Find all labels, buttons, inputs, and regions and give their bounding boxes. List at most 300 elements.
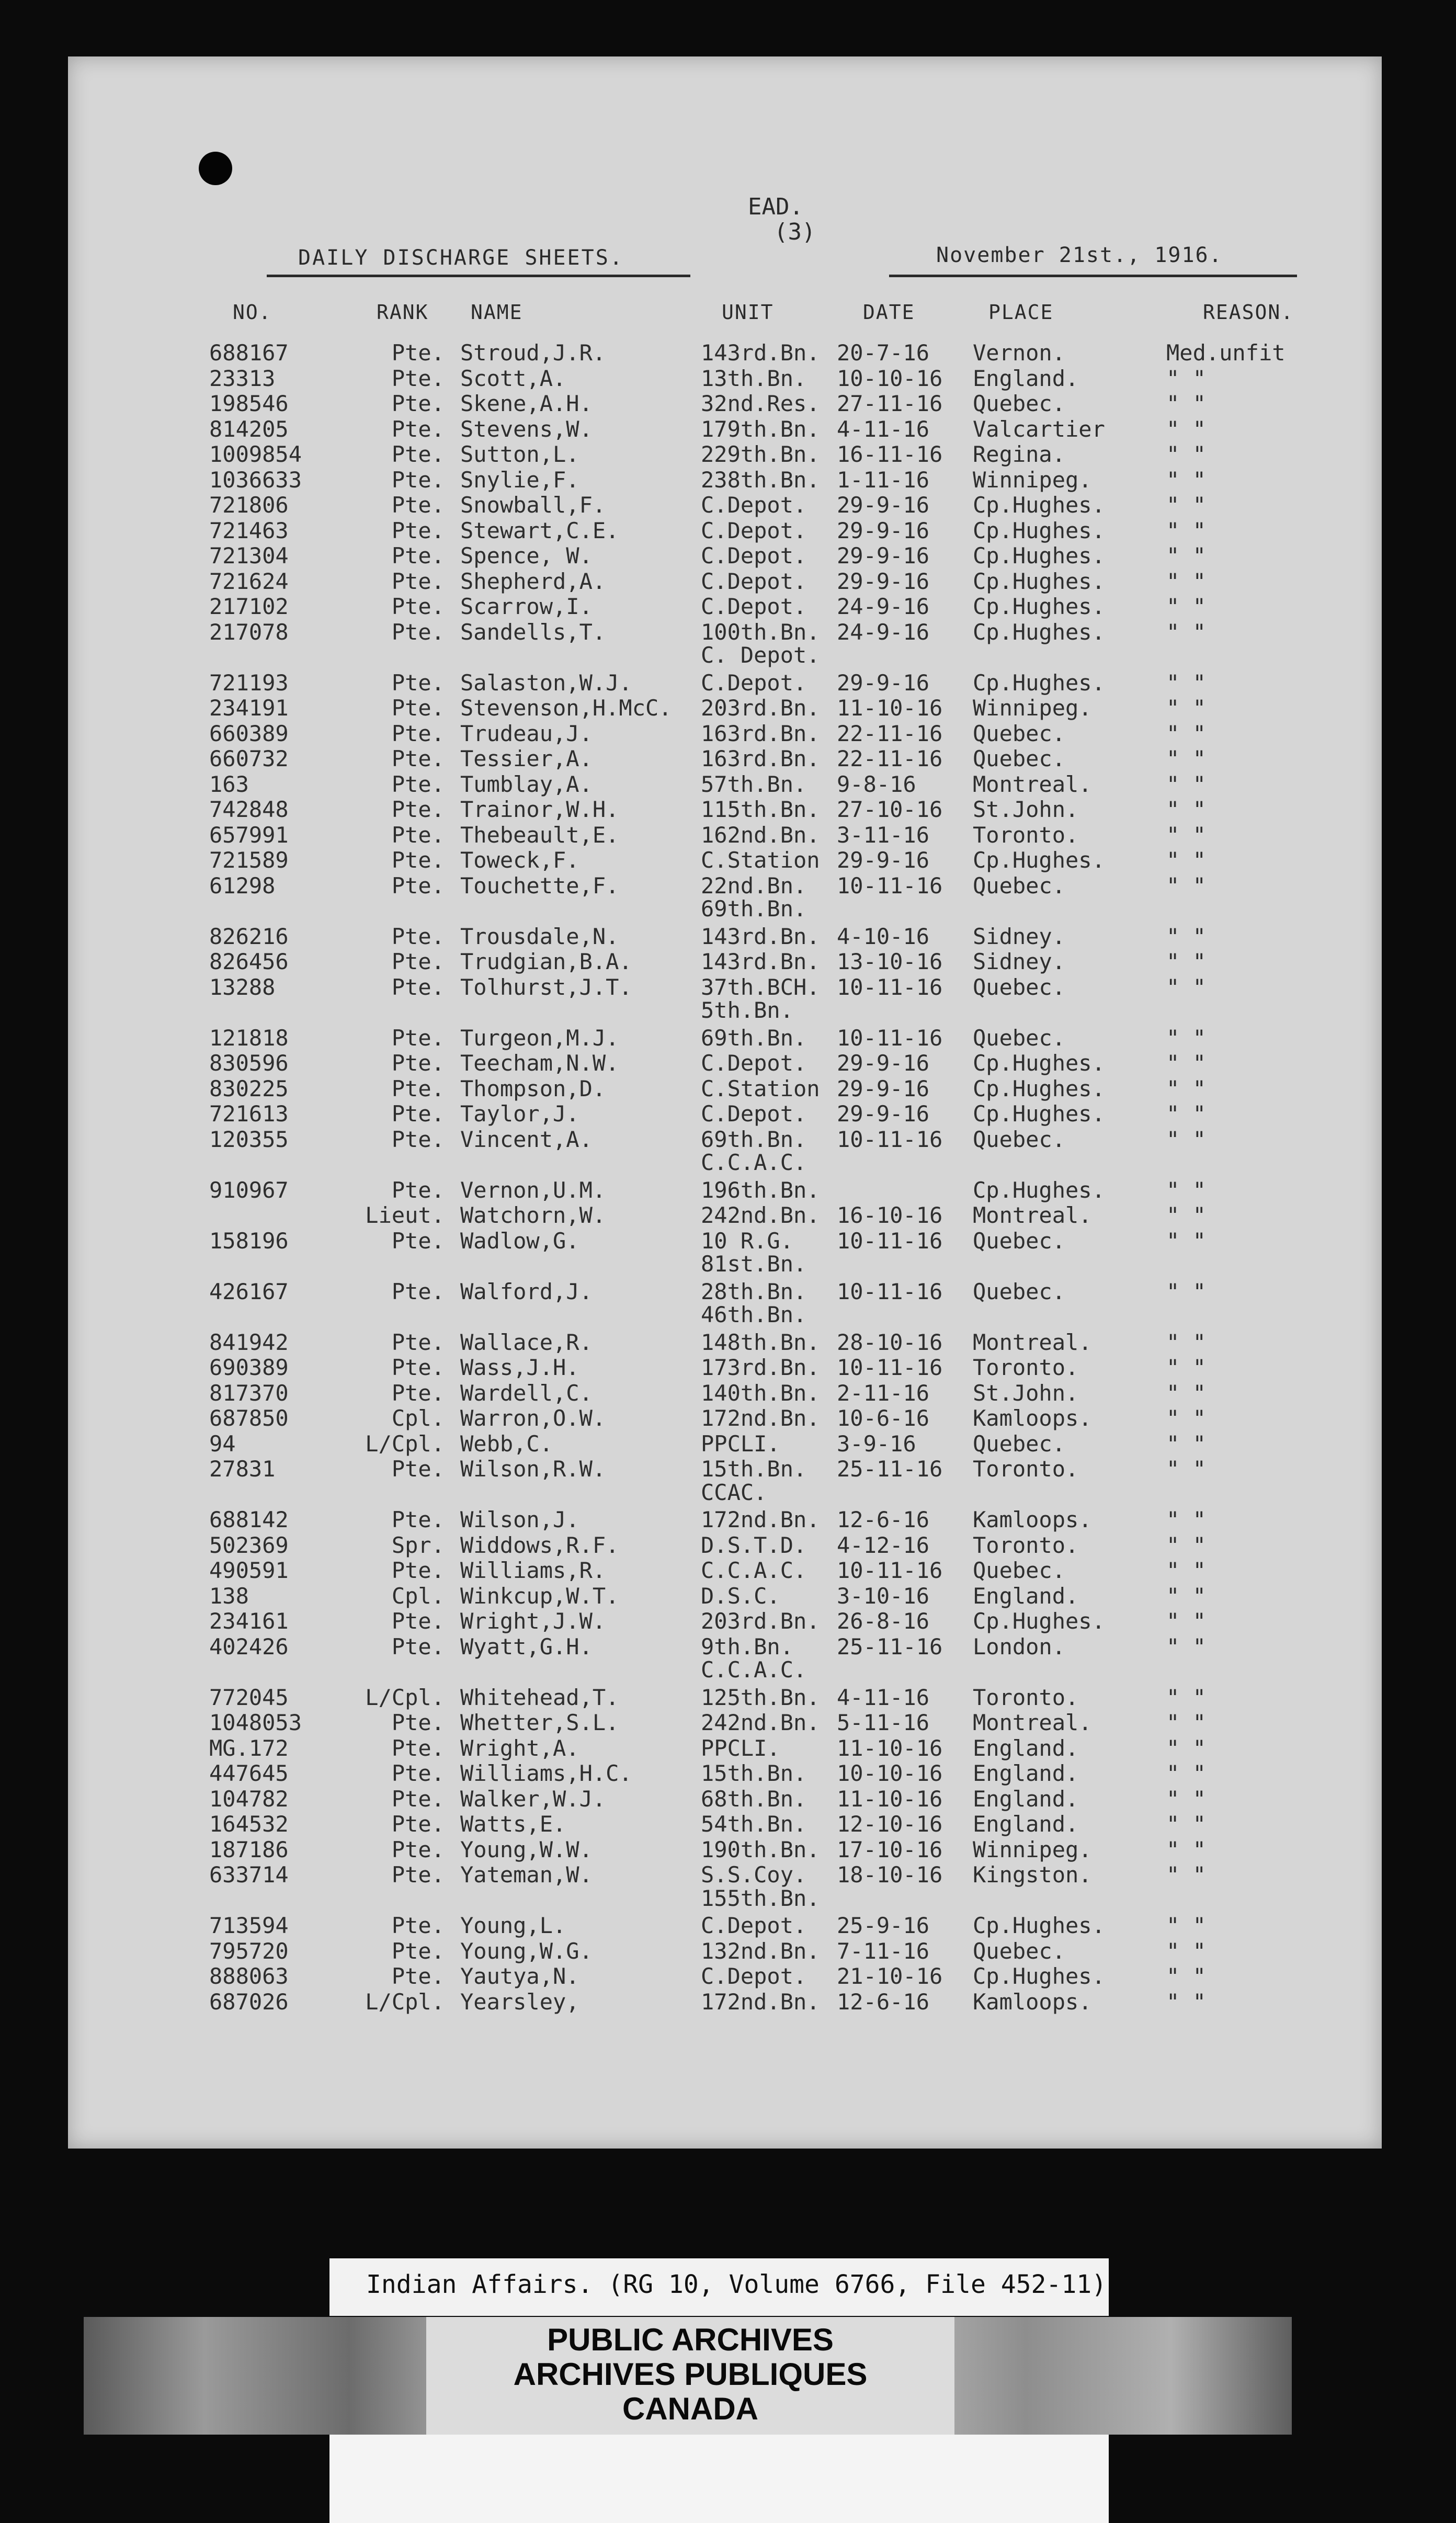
cell-date: 24-9-16 [837,619,930,645]
cell-place: Toronto. [973,1456,1079,1482]
table-row [0,1608,1456,1634]
cell-no: 721193 [209,669,289,696]
cell-date: 17-10-16 [837,1836,943,1862]
cell-unit: 173rd.Bn. [701,1355,820,1380]
cell-no: 163 [209,771,249,797]
cell-place: London. [973,1633,1066,1660]
cell-date: 10-11-16 [837,1025,943,1051]
table-row [0,1507,1456,1533]
cell-place: Montreal. [973,771,1092,797]
cell-unit: C.C.A.C. [701,1558,807,1583]
cell-no: MG.172 [209,1735,289,1761]
cell-no: 158196 [209,1228,289,1254]
cell-place: Sidney. [973,923,1066,949]
cell-rank: Pte. [391,822,445,848]
cell-place: Valcartier [973,416,1105,442]
cell-unit: 238th.Bn. [701,467,820,493]
cell-reason: " " [1166,1177,1206,1203]
cell-place: St.John. [973,1380,1079,1406]
cell-unit: 100th.Bn. [701,619,820,645]
cell-reason: " " [1166,1278,1206,1304]
cell-name: Wright,J.W. [460,1608,606,1634]
unit-note: 155th.Bn. [701,1885,820,1911]
cell-name: Scott,A. [460,365,566,391]
cell-date: 16-10-16 [837,1202,943,1228]
table-row [0,1913,1456,1939]
cell-date: 10-11-16 [837,1126,943,1152]
cell-rank: Pte. [391,974,445,1000]
cell-name: Whetter,S.L. [460,1710,619,1735]
stamp-line-1: PUBLIC ARCHIVES [547,2322,834,2357]
table-row [0,1583,1456,1609]
cell-reason: " " [1166,1862,1206,1888]
cell-date: 10-11-16 [837,974,943,1000]
cell-rank: Pte. [391,1329,445,1355]
cell-rank: Pte. [391,797,445,822]
table-row [0,797,1456,823]
cell-name: Scarrow,I. [460,594,593,619]
cell-place: Cp.Hughes. [973,1050,1105,1076]
cell-unit: 10 R.G. [701,1228,794,1254]
cell-name: Warron,O.W. [460,1405,606,1431]
cell-rank: Pte. [391,517,445,543]
cell-name: Tessier,A. [460,746,593,771]
cell-date: 4-11-16 [837,1684,930,1710]
cell-name: Trudgian,B.A. [460,949,632,974]
cell-place: England. [973,1735,1079,1761]
cell-reason: " " [1166,1684,1206,1710]
cell-name: Stewart,C.E. [460,517,619,543]
cell-no: 742848 [209,797,289,822]
cell-unit: PPCLI. [701,1430,780,1457]
table-row [0,949,1456,975]
cell-rank: Pte. [391,1278,445,1304]
cell-reason: " " [1166,1355,1206,1380]
cell-date: 20-7-16 [837,340,930,366]
cell-rank: Pte. [391,1710,445,1735]
cell-unit: 69th.Bn. [701,1025,807,1051]
cell-rank: Pte. [391,1025,445,1051]
cell-place: Cp.Hughes. [973,1608,1105,1634]
cell-rank: Pte. [391,847,445,873]
cell-name: Trousdale,N. [460,923,619,949]
cell-unit: 54th.Bn. [701,1811,807,1837]
cell-no: 187186 [209,1836,289,1862]
cell-date: 25-9-16 [837,1913,930,1938]
cell-place: Toronto. [973,822,1079,848]
cell-date: 3-10-16 [837,1583,930,1609]
cell-date: 29-9-16 [837,568,930,594]
cell-unit: 172nd.Bn. [701,1405,820,1431]
cell-rank: Pte. [391,1101,445,1127]
cell-no: 198546 [209,391,289,416]
unit-note: 81st.Bn. [701,1251,807,1277]
cell-name: Shepherd,A. [460,568,606,594]
cell-reason: " " [1166,1760,1206,1786]
cell-place: Montreal. [973,1710,1092,1735]
cell-place: Quebec. [973,974,1066,1000]
cell-unit: C.Depot. [701,1101,807,1127]
cell-reason: " " [1166,720,1206,746]
cell-rank: Cpl. [391,1583,445,1609]
cell-rank: Pte. [391,949,445,974]
cell-reason: Med.unfit [1166,340,1286,366]
cell-place: England. [973,1583,1079,1609]
cell-date: 10-11-16 [837,1558,943,1583]
cell-rank: Pte. [391,746,445,771]
table-row [0,1634,1456,1660]
cell-reason: " " [1166,1329,1206,1355]
cell-date: 25-11-16 [837,1633,943,1660]
cell-name: Snylie,F. [460,467,579,493]
cell-rank: Cpl. [391,1405,445,1431]
cell-unit: 203rd.Bn. [701,1608,820,1634]
cell-date: 29-9-16 [837,847,930,873]
cell-name: Williams,H.C. [460,1760,632,1786]
cell-reason: " " [1166,1228,1206,1254]
cell-reason: " " [1166,1558,1206,1583]
cell-place: Kingston. [973,1862,1092,1888]
col-header-date: DATE [863,301,915,324]
cell-reason: " " [1166,391,1206,416]
unit-note: 46th.Bn. [701,1302,807,1327]
cell-rank: Pte. [391,1507,445,1532]
table-row [0,721,1456,747]
unit-note: C. Depot. [701,642,820,668]
cell-unit: C.Depot. [701,543,807,569]
cell-place: Cp.Hughes. [973,1177,1105,1203]
cell-no: 61298 [209,872,276,899]
cell-no: 104782 [209,1786,289,1812]
cell-date: 5-11-16 [837,1710,930,1735]
cell-date: 29-9-16 [837,669,930,696]
cell-reason: " " [1166,669,1206,696]
cell-reason: " " [1166,771,1206,797]
cell-date: 16-11-16 [837,441,943,467]
cell-name: Trudeau,J. [460,720,593,746]
table-row [0,771,1456,798]
cell-name: Spence, W. [460,543,593,569]
cell-place: Winnipeg. [973,1836,1092,1862]
cell-place: Cp.Hughes. [973,1101,1105,1127]
cell-place: Quebec. [973,872,1066,899]
cell-date: 7-11-16 [837,1938,930,1964]
cell-no: 1036633 [209,467,302,493]
cell-place: Sidney. [973,949,1066,974]
cell-rank: Pte. [391,416,445,442]
unit-note: C.C.A.C. [701,1657,807,1683]
table-row [0,924,1456,950]
cell-no: 713594 [209,1913,289,1938]
cell-no: 234161 [209,1608,289,1634]
cell-unit: 163rd.Bn. [701,746,820,771]
file-code-sub: (3) [774,219,816,245]
table-row [0,543,1456,569]
cell-unit: 203rd.Bn. [701,695,820,721]
cell-reason: " " [1166,1126,1206,1152]
cell-rank: Pte. [391,872,445,899]
cell-no: 690389 [209,1355,289,1380]
cell-place: Vernon. [973,340,1066,366]
cell-name: Trainor,W.H. [460,797,619,822]
cell-date: 27-11-16 [837,391,943,416]
cell-no: 795720 [209,1938,289,1964]
cell-rank: Pte. [391,669,445,696]
cell-rank: L/Cpl. [365,1988,445,2015]
cell-place: Quebec. [973,1228,1066,1254]
cell-place: Toronto. [973,1532,1079,1558]
cell-rank: Pte. [391,1608,445,1634]
cell-place: Quebec. [973,391,1066,416]
cell-reason: " " [1166,1507,1206,1532]
cell-name: Watchorn,W. [460,1202,606,1228]
table-row [0,1025,1456,1051]
cell-place: Quebec. [973,1938,1066,1964]
table-row [0,822,1456,848]
cell-unit: C.Station [701,1075,820,1101]
table-row [0,1228,1456,1254]
cell-date: 25-11-16 [837,1456,943,1482]
cell-no: 426167 [209,1278,289,1304]
cell-unit: 190th.Bn. [701,1836,820,1862]
cell-unit: C.Depot. [701,1050,807,1076]
cell-name: Taylor,J. [460,1101,579,1127]
cell-name: Stroud,J.R. [460,340,606,366]
cell-name: Toweck,F. [460,847,579,873]
cell-unit: 132nd.Bn. [701,1938,820,1964]
cell-reason: " " [1166,1988,1206,2015]
cell-date: 4-10-16 [837,923,930,949]
cell-no: 502369 [209,1532,289,1558]
table-row [0,1760,1456,1787]
cell-date: 29-9-16 [837,1075,930,1101]
cell-reason: " " [1166,797,1206,822]
cell-date: 21-10-16 [837,1963,943,1989]
cell-rank: Pte. [391,543,445,569]
cell-reason: " " [1166,974,1206,1000]
cell-no: 830225 [209,1075,289,1101]
table-row [0,619,1456,645]
cell-place: Quebec. [973,1558,1066,1583]
cell-place: Cp.Hughes. [973,517,1105,543]
cell-date: 10-10-16 [837,1760,943,1786]
col-header-place: PLACE [988,301,1054,324]
cell-place: Kamloops. [973,1988,1092,2015]
unit-note: 69th.Bn. [701,896,807,922]
cell-rank: Pte. [391,619,445,645]
archive-reference-label: Indian Affairs. (RG 10, Volume 6766, File 452-11) [366,2270,1107,2299]
table-row [0,391,1456,417]
cell-reason: " " [1166,1633,1206,1660]
table-row [0,1127,1456,1153]
table-row [0,492,1456,518]
cell-date: 10-10-16 [837,365,943,391]
cell-name: Webb,C. [460,1430,553,1457]
cell-place: Cp.Hughes. [973,669,1105,696]
cell-no: 888063 [209,1963,289,1989]
sheet-date: November 21st., 1916. [936,243,1223,267]
cell-reason: " " [1166,365,1206,391]
table-row [0,1380,1456,1406]
table-row [0,670,1456,696]
cell-name: Winkcup,W.T. [460,1583,619,1609]
cell-rank: Lieut. [365,1202,445,1228]
cell-reason: " " [1166,746,1206,771]
cell-name: Tumblay,A. [460,771,593,797]
cell-unit: 32nd.Res. [701,391,820,416]
col-header-reason: REASON. [1203,301,1294,324]
cell-name: Wright,A. [460,1735,579,1761]
cell-unit: 37th.BCH. [701,974,820,1000]
table-row [0,569,1456,595]
cell-reason: " " [1166,441,1206,467]
table-row [0,1101,1456,1127]
cell-unit: 172nd.Bn. [701,1988,820,2015]
cell-place: Quebec. [973,1126,1066,1152]
cell-name: Snowball,F. [460,492,606,518]
table-row [0,1177,1456,1203]
cell-place: Quebec. [973,720,1066,746]
table-row [0,695,1456,721]
cell-no: 94 [209,1430,236,1457]
cell-rank: Pte. [391,1456,445,1482]
cell-date: 27-10-16 [837,797,943,822]
table-row [0,974,1456,1001]
cell-unit: 15th.Bn. [701,1456,807,1482]
cell-name: Walker,W.J. [460,1786,606,1812]
cell-no: 660732 [209,746,289,771]
cell-place: Cp.Hughes. [973,847,1105,873]
cell-unit: 22nd.Bn. [701,872,807,899]
cell-no: 13288 [209,974,276,1000]
cell-name: Wadlow,G. [460,1228,579,1254]
cell-rank: Pte. [391,1760,445,1786]
table-row [0,594,1456,620]
cell-place: Cp.Hughes. [973,543,1105,569]
cell-date: 10-11-16 [837,1228,943,1254]
cell-no: 447645 [209,1760,289,1786]
cell-date: 3-9-16 [837,1430,916,1457]
cell-date: 9-8-16 [837,771,916,797]
cell-name: Yateman,W. [460,1862,593,1888]
cell-reason: " " [1166,1380,1206,1406]
cell-reason: " " [1166,1101,1206,1127]
cell-name: Touchette,F. [460,872,619,899]
cell-no: 721806 [209,492,289,518]
cell-place: Montreal. [973,1329,1092,1355]
cell-place: England. [973,1760,1079,1786]
cell-name: Vincent,A. [460,1126,593,1152]
cell-reason: " " [1166,517,1206,543]
cell-rank: Pte. [391,1380,445,1406]
cell-reason: " " [1166,1735,1206,1761]
table-row [0,1862,1456,1888]
cell-rank: Pte. [391,1786,445,1812]
table-row [0,1786,1456,1812]
unit-note: 5th.Bn. [701,997,794,1023]
cell-date: 12-10-16 [837,1811,943,1837]
cell-name: Thompson,D. [460,1075,606,1101]
cell-no: 814205 [209,416,289,442]
cell-date: 11-10-16 [837,1786,943,1812]
cell-place: England. [973,1786,1079,1812]
cell-place: Cp.Hughes. [973,1913,1105,1938]
cell-no: 721304 [209,543,289,569]
cell-reason: " " [1166,872,1206,899]
cell-unit: 143rd.Bn. [701,949,820,974]
cell-reason: " " [1166,1430,1206,1457]
cell-no: 721613 [209,1101,289,1127]
cell-reason: " " [1166,923,1206,949]
table-row [0,1076,1456,1102]
cell-rank: Pte. [391,391,445,416]
cell-no: 721589 [209,847,289,873]
cell-reason: " " [1166,1938,1206,1964]
cell-place: England. [973,365,1079,391]
cell-unit: 15th.Bn. [701,1760,807,1786]
cell-no: 27831 [209,1456,276,1482]
cell-reason: " " [1166,1075,1206,1101]
cell-date: 22-11-16 [837,746,943,771]
table-row [0,366,1456,392]
table-row [0,467,1456,493]
cell-rank: Pte. [391,1633,445,1660]
cell-unit: C.Depot. [701,517,807,543]
cell-no: 120355 [209,1126,289,1152]
table-row [0,1837,1456,1863]
table-row [0,847,1456,873]
table-row [0,1710,1456,1736]
cell-name: Young,L. [460,1913,566,1938]
cell-rank: Pte. [391,467,445,493]
col-header-name: NAME [471,301,523,324]
cell-name: Teecham,N.W. [460,1050,619,1076]
cell-name: Turgeon,M.J. [460,1025,619,1051]
cell-date: 4-11-16 [837,416,930,442]
cell-unit: 163rd.Bn. [701,720,820,746]
cell-place: Kamloops. [973,1507,1092,1532]
cell-date: 10-11-16 [837,872,943,899]
cell-rank: Pte. [391,1228,445,1254]
cell-place: Quebec. [973,746,1066,771]
cell-rank: Pte. [391,568,445,594]
cell-unit: 196th.Bn. [701,1177,820,1203]
cell-rank: Pte. [391,1913,445,1938]
cell-no: 1048053 [209,1710,302,1735]
cell-date: 18-10-16 [837,1862,943,1888]
cell-name: Stevenson,H.McC. [460,695,672,721]
table-row [0,873,1456,899]
cell-unit: 57th.Bn. [701,771,807,797]
cell-place: Winnipeg. [973,695,1092,721]
col-header-unit: UNIT [722,301,774,324]
cell-reason: " " [1166,543,1206,569]
table-row [0,746,1456,772]
cell-name: Wilson,J. [460,1507,579,1532]
table-row [0,1202,1456,1229]
cell-place: Kamloops. [973,1405,1092,1431]
cell-name: Whitehead,T. [460,1684,619,1710]
cell-date: 11-10-16 [837,1735,943,1761]
cell-rank: Pte. [391,1963,445,1989]
cell-unit: 229th.Bn. [701,441,820,467]
cell-rank: Pte. [391,720,445,746]
cell-no: 688142 [209,1507,289,1532]
cell-name: Wass,J.H. [460,1355,579,1380]
table-row [0,1989,1456,2015]
table-row [0,1431,1456,1457]
cell-name: Widdows,R.F. [460,1532,619,1558]
